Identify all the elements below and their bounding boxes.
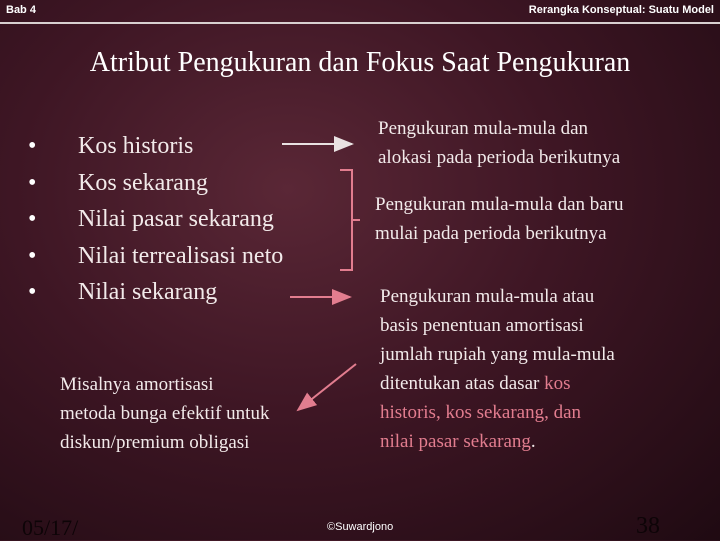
list-item-label: Kos sekarang [78,169,208,196]
book-title: Rerangka Konseptual: Suatu Model [528,4,714,16]
copyright-text: ©Suwardjono [327,521,394,533]
example-note: Misalnya amortisasi metoda bunga efektif untuk diskun/premium obligasi [60,374,270,453]
accent-text: kos [544,373,571,394]
slide-title: Atribut Pengukuran dan Fokus Saat Pengukuran [89,47,631,78]
bullet-icon: • [28,242,37,269]
initial-new-period-text: Pengukuran mula-mula dan baru mulai pada perioda berikutnya [375,194,624,244]
bullet-icon: • [28,169,37,196]
initial-basis-text: Pengukuran mula-mula atau basis penentuan amortisasi jumlah rupiah yang mula-mula ditentukan atas dasar kos historis, kos sekarang, dan nilai pasar sekarang. [380,286,615,452]
list-item-label: Nilai sekarang [78,279,218,305]
chapter-label: Bab 4 [6,4,36,16]
list-item-label: Kos historis [78,133,194,159]
accent-text: nilai pasar sekarang [380,431,531,452]
accent-text: historis, kos sekarang, dan [380,402,582,423]
page-number: 38 [636,513,660,539]
initial-allocation-text: Pengukuran mula-mula dan alokasi pada perioda berikutnya [378,118,621,168]
list-item-label: Nilai terrealisasi neto [78,242,284,269]
bullet-icon: • [28,206,37,232]
arrow-to-example-note [298,364,356,410]
bullet-icon: • [28,279,37,305]
footer-date: 05/17/ [22,515,79,540]
bullet-icon: • [28,133,37,159]
bracket-brace [340,170,360,270]
list-item-label: Nilai pasar sekarang [78,206,274,232]
